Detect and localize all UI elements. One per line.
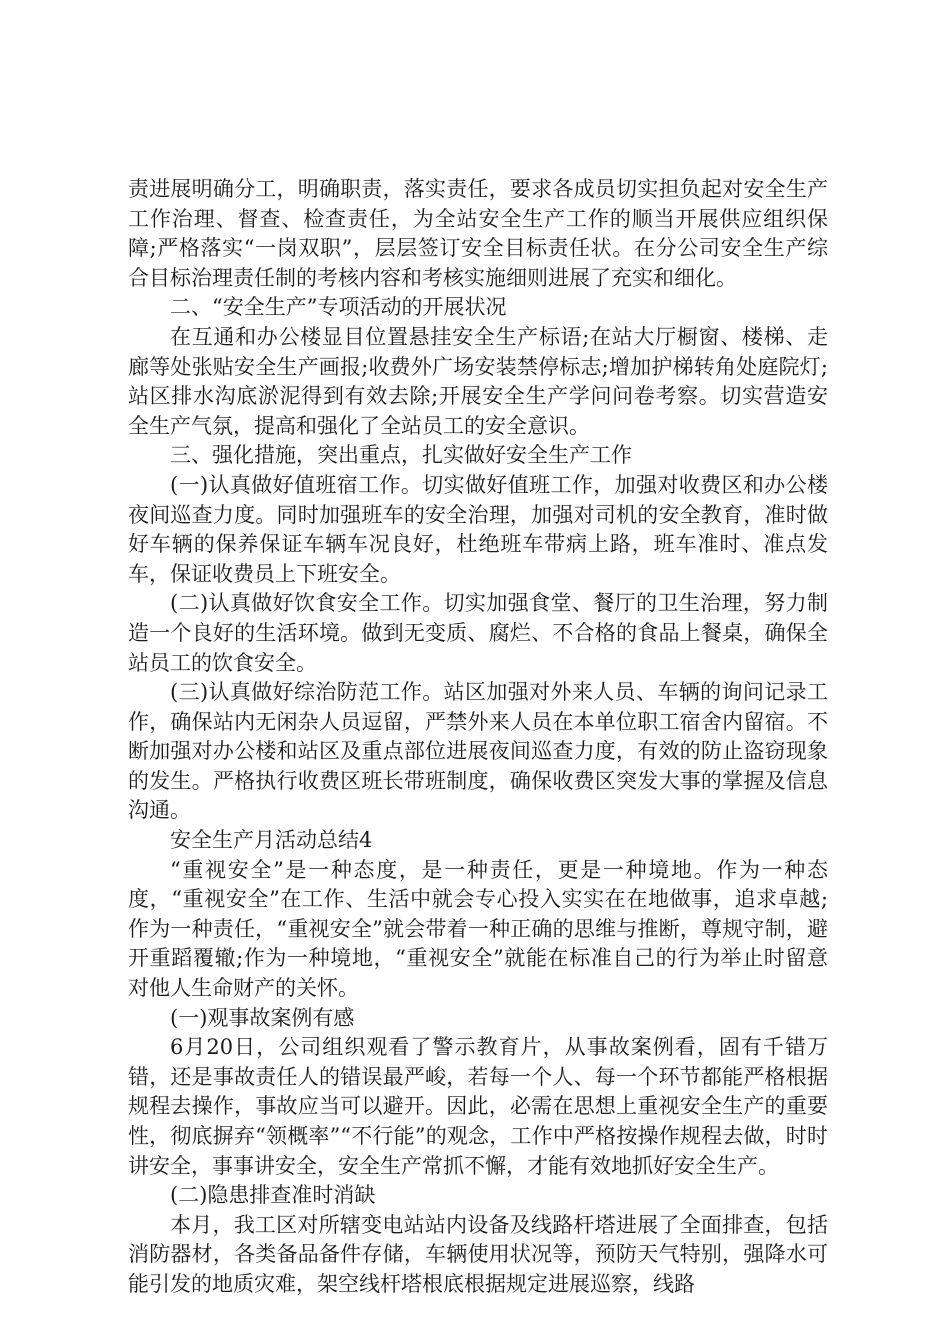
paragraph-accident-cases: 6月20日，公司组织观看了警示教育片，从事故案例看，固有千错万错，还是事故责任人的错误最严峻，若每一个人、每一个环节都能严格根据规程去操作，事故应当可以避开。因此，必需在思想上重视安全生产的重要性，彻底摒弃“领概率”“不行能”的观念，工作中严格按操作规程去做，时时讲安全，事事讲安全，安全生产常抓不懈，才能有效地抓好安全生产。 xyxy=(128,1035,828,1178)
paragraph-duty-work: (一)认真做好值班宿工作。切实做好值班工作，加强对收费区和办公楼夜间巡查力度。同时加强班车的安全治理，加强对司机的安全教育，准时做好车辆的保养保证车辆车况良好，杜绝班车带病上路，班车准时、准点发车，保证收费员上下班安全。 xyxy=(128,472,828,586)
section-heading-activities: 二、“安全生产”专项活动的开展状况 xyxy=(170,295,507,320)
section-heading-summary-4: 安全生产月活动总结4 xyxy=(170,828,373,853)
paragraph-responsibility: 责进展明确分工，明确职责，落实责任，要求各成员切实担负起对安全生产工作治理、督查、检查责任，为全站安全生产工作的顺当开展供应组织保障;严格落实“一岗双职”，层层签订安全目标责任状。在分公司安全生产综合目标治理责任制的考核内容和考核实施细则进展了充实和细化。 xyxy=(128,177,828,290)
document-page xyxy=(128,175,828,1300)
subheading-accident-cases: (一)观事故案例有感 xyxy=(170,1005,355,1030)
paragraph-activities: 在互通和办公楼显目位置悬挂安全生产标语;在站大厅橱窗、楼梯、走廊等处张贴安全生产画报;收费外广场安装禁停标志;增加护梯转角处庭院灯;站区排水沟底淤泥得到有效去除;开展安全生产学问问卷考察。切实营造安全生产气氛，提高和强化了全站员工的安全意识。 xyxy=(128,324,828,438)
paragraph-value-safety: “重视安全”是一种态度，是一种责任，更是一种境地。作为一种态度，“重视安全”在工作、生活中就会专心投入实实在在地做事，追求卓越;作为一种责任，“重视安全”就会带着一种正确的思维与推断，尊规守制，避开重蹈覆辙;作为一种境地，“重视安全”就能在标准自己的行为举止时留意对他人生命财产的关怀。 xyxy=(128,857,828,1001)
section-heading-measures: 三、强化措施，突出重点，扎实做好安全生产工作 xyxy=(170,443,632,468)
paragraph-hazard-check: 本月，我工区对所辖变电站站内设备及线路杆塔进展了全面排查，包括消防器材，各类备品备件存储，车辆使用状况等，预防天气特别，强降水可能引发的地质灾难，架空线杆塔根底根据规定进展巡察，线路 xyxy=(128,1212,828,1296)
paragraph-food-safety: (二)认真做好饮食安全工作。切实加强食堂、餐厅的卫生治理，努力制造一个良好的生活环境。做到无变质、腐烂、不合格的食品上餐桌，确保全站员工的饮食安全。 xyxy=(128,591,828,675)
paragraph-security-prevention: (三)认真做好综治防范工作。站区加强对外来人员、车辆的询问记录工作，确保站内无闲杂人员逗留，严禁外来人员在本单位职工宿舍内留宿。不断加强对办公楼和站区及重点部位进展夜间巡查力度，有效的防止盗窃现象的发生。严格执行收费区班长带班制度，确保收费区突发大事的掌握及信息沟通。 xyxy=(128,680,828,823)
subheading-hazard-check: (二)隐患排查准时消缺 xyxy=(170,1183,376,1208)
